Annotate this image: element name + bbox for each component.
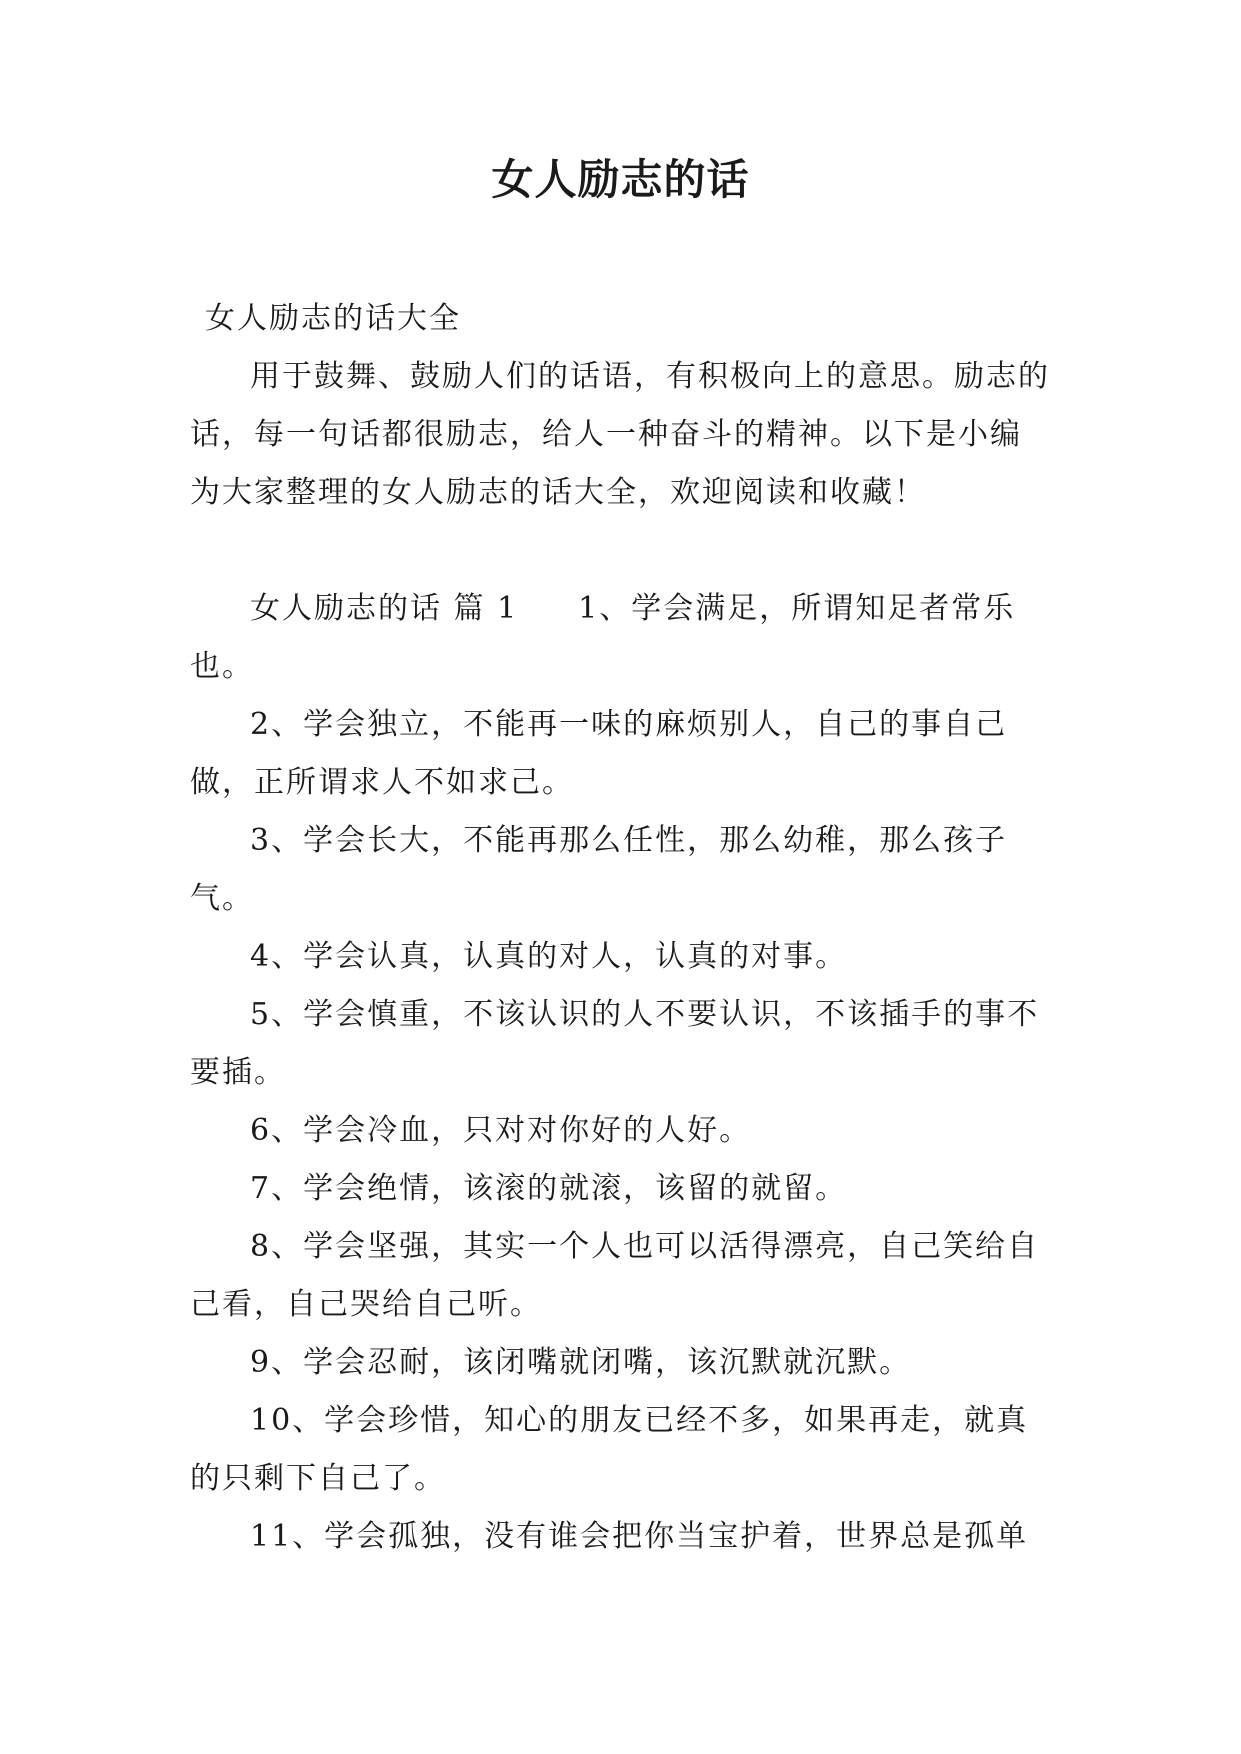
list-item: 3、学会长大，不能再那么任性，那么幼稚，那么孩子气。 xyxy=(190,823,1008,916)
document-subtitle: 女人励志的话大全 xyxy=(205,301,461,336)
list-item: 2、学会独立，不能再一味的麻烦别人，自己的事自己做，正所谓求人不如求己。 xyxy=(190,707,1008,800)
intro-paragraph: 用于鼓舞、鼓励人们的话语，有积极向上的意思。励志的话，每一句话都很励志，给人一种奋斗的精神。以下是小编为大家整理的女人励志的话大全，欢迎阅读和收藏！ xyxy=(190,359,1050,510)
list-item: 4、学会认真，认真的对人，认真的对事。 xyxy=(250,939,848,974)
section-paragraph-1 xyxy=(190,580,1050,696)
list-item: 1、学会满足，所谓知足者常乐也。 xyxy=(190,591,1016,684)
section-heading: 女人励志的话 篇 1 xyxy=(250,591,519,626)
list-item: 10、学会珍惜，知心的朋友已经不多，如果再走，就真的只剩下自己了。 xyxy=(190,1403,1029,1496)
list-item: 8、学会坚强，其实一个人也可以活得漂亮，自己笑给自己看，自己哭给自己听。 xyxy=(190,1229,1040,1322)
list-item: 9、学会忍耐，该闭嘴就闭嘴，该沉默就沉默。 xyxy=(250,1345,912,1380)
list-item: 6、学会冷血，只对对你好的人好。 xyxy=(250,1113,752,1148)
document-title: 女人励志的话 xyxy=(491,155,750,204)
list-item: 5、学会慎重，不该认识的人不要认识，不该插手的事不要插。 xyxy=(190,997,1040,1090)
list-item: 11、学会孤独，没有谁会把你当宝护着，世界总是孤单 xyxy=(250,1519,1029,1554)
document-body xyxy=(190,290,1050,1566)
list-item: 7、学会绝情，该滚的就滚，该留的就留。 xyxy=(250,1171,848,1206)
